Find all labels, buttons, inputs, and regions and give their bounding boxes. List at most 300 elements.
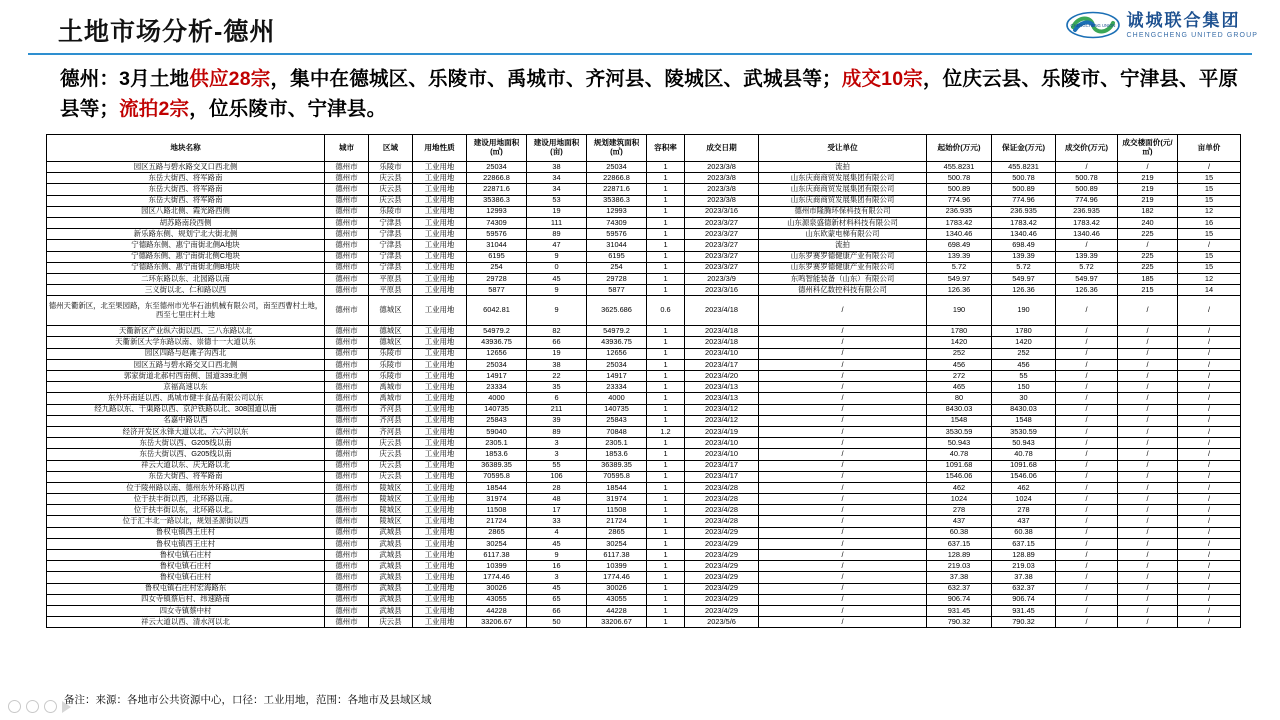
table-cell: 34 <box>527 184 587 195</box>
table-cell: 11508 <box>467 505 527 516</box>
table-cell: 70848 <box>587 426 647 437</box>
table-cell: 1 <box>647 505 685 516</box>
table-cell: 德州市 <box>325 516 369 527</box>
table-cell: 平原县 <box>369 273 413 284</box>
pager-dot-1[interactable] <box>8 700 21 713</box>
table-col-header-8: 成交日期 <box>685 135 759 162</box>
table-cell: 德州市 <box>325 229 369 240</box>
table-row <box>47 229 1241 240</box>
table-cell: 2023/4/29 <box>685 561 759 572</box>
table-row <box>47 326 1241 337</box>
table-cell: 38 <box>527 359 587 370</box>
table-cell: / <box>1118 471 1178 482</box>
table-cell: 50.943 <box>992 438 1056 449</box>
table-row <box>47 184 1241 195</box>
table-cell: 德州市 <box>325 460 369 471</box>
table-col-header-2: 区域 <box>369 135 413 162</box>
table-cell: 50.943 <box>927 438 992 449</box>
cell-parcel-name: 德州天衢新区，北至果园路，东至德州市光华石油机械有限公司，南至西曹村土地，西至七里庄村土地 <box>47 296 325 326</box>
table-col-header-7: 容积率 <box>647 135 685 162</box>
table-cell: 2023/4/29 <box>685 538 759 549</box>
table-cell: 2023/3/27 <box>685 240 759 251</box>
table-row <box>47 617 1241 628</box>
table-cell: 流拍 <box>759 162 927 173</box>
table-cell: 549.97 <box>927 273 992 284</box>
table-cell: 225 <box>1118 229 1178 240</box>
table-cell: 23334 <box>467 382 527 393</box>
table-cell: / <box>1118 460 1178 471</box>
table-cell: / <box>1178 482 1241 493</box>
table-cell: 35 <box>527 382 587 393</box>
table-cell: 50 <box>527 617 587 628</box>
table-cell: 武城县 <box>369 594 413 605</box>
table-cell: 190 <box>927 296 992 326</box>
table-cell: 德州市 <box>325 449 369 460</box>
table-cell: 2023/4/12 <box>685 404 759 415</box>
table-cell: 931.45 <box>927 605 992 616</box>
table-cell: 2305.1 <box>587 438 647 449</box>
table-cell: 219 <box>1118 173 1178 184</box>
table-cell: 35386.3 <box>587 195 647 206</box>
table-row <box>47 217 1241 228</box>
table-cell: 38 <box>527 162 587 173</box>
table-cell: 774.96 <box>1056 195 1118 206</box>
table-cell: 500.89 <box>927 184 992 195</box>
table-cell: 82 <box>527 326 587 337</box>
table-cell: 2023/4/18 <box>685 337 759 348</box>
table-cell: / <box>1118 404 1178 415</box>
table-row <box>47 516 1241 527</box>
table-cell: 698.49 <box>927 240 992 251</box>
table-cell: 455.8231 <box>927 162 992 173</box>
table-cell: 18544 <box>587 482 647 493</box>
table-cell: / <box>759 460 927 471</box>
table-cell: / <box>1178 162 1241 173</box>
table-cell: 70595.8 <box>467 471 527 482</box>
header-divider <box>28 53 1252 55</box>
table-row <box>47 494 1241 505</box>
cell-parcel-name: 四女寺镇蔡中村 <box>47 605 325 616</box>
table-cell: 山东欧蒙电梯有限公司 <box>759 229 927 240</box>
table-cell: / <box>759 449 927 460</box>
land-market-table <box>46 134 1241 628</box>
table-cell: 21724 <box>587 516 647 527</box>
table-cell: 1 <box>647 348 685 359</box>
table-cell: / <box>1118 605 1178 616</box>
pager-next-icon[interactable] <box>62 701 71 713</box>
table-cell: 29728 <box>467 273 527 284</box>
cell-parcel-name: 鲁权屯镇石庄村 <box>47 550 325 561</box>
table-cell: 陵城区 <box>369 505 413 516</box>
table-cell: / <box>1118 617 1178 628</box>
cell-parcel-name: 鲁权屯镇西王庄村 <box>47 538 325 549</box>
table-cell: 126.36 <box>992 285 1056 296</box>
logo-text <box>1127 12 1258 39</box>
table-cell: 1.2 <box>647 426 685 437</box>
table-cell: 德州市 <box>325 217 369 228</box>
cell-parcel-name: 东岳大街西、将军路南 <box>47 173 325 184</box>
table-cell: / <box>1056 583 1118 594</box>
table-cell: 德州市 <box>325 572 369 583</box>
table-cell: 2023/4/17 <box>685 359 759 370</box>
table-cell: 22871.6 <box>467 184 527 195</box>
table-cell: 工业用地 <box>413 572 467 583</box>
table-row <box>47 471 1241 482</box>
table-cell: 8430.03 <box>992 404 1056 415</box>
table-cell: 1 <box>647 494 685 505</box>
logo-name-en: CHENGCHENG UNITED GROUP <box>1126 31 1258 39</box>
table-cell: / <box>1118 516 1178 527</box>
table-cell: / <box>1178 240 1241 251</box>
table-cell: 工业用地 <box>413 583 467 594</box>
table-cell: 2023/4/13 <box>685 382 759 393</box>
table-cell: 1853.6 <box>587 449 647 460</box>
table-cell: 16 <box>1178 217 1241 228</box>
table-cell: 德州市 <box>325 605 369 616</box>
table-cell: 0.6 <box>647 296 685 326</box>
table-cell: 陵城区 <box>369 516 413 527</box>
table-cell: 219.03 <box>992 561 1056 572</box>
table-cell: 10399 <box>467 561 527 572</box>
table-cell: 906.74 <box>992 594 1056 605</box>
table-cell: 185 <box>1118 273 1178 284</box>
table-cell: 9 <box>527 285 587 296</box>
table-cell: 德州市 <box>325 240 369 251</box>
table-cell: 德州市 <box>325 206 369 217</box>
table-cell: 2023/4/28 <box>685 516 759 527</box>
table-cell: / <box>1056 438 1118 449</box>
table-cell: / <box>1118 438 1178 449</box>
table-cell: 宁津县 <box>369 262 413 273</box>
table-cell: 乐陵市 <box>369 206 413 217</box>
table-cell: 126.36 <box>927 285 992 296</box>
table-cell: 工业用地 <box>413 273 467 284</box>
table-cell: 22871.6 <box>587 184 647 195</box>
table-cell: 武城县 <box>369 561 413 572</box>
table-cell: 31974 <box>467 494 527 505</box>
table-cell: 15 <box>1178 251 1241 262</box>
table-cell: 219.03 <box>927 561 992 572</box>
table-cell: 1 <box>647 404 685 415</box>
table-cell: 工业用地 <box>413 550 467 561</box>
table-cell: 德州市 <box>325 195 369 206</box>
cell-parcel-name: 郭家街道北郝村西南侧、国道339北侧 <box>47 371 325 382</box>
table-col-header-0: 地块名称 <box>47 135 325 162</box>
table-cell: 2023/3/27 <box>685 217 759 228</box>
table-cell: / <box>1178 438 1241 449</box>
table-cell: / <box>1178 296 1241 326</box>
table-cell: / <box>1178 605 1241 616</box>
table-cell: / <box>759 516 927 527</box>
table-cell: 5877 <box>467 285 527 296</box>
table-col-header-14: 亩单价 <box>1178 135 1241 162</box>
cell-parcel-name: 天衢新区产业纵六街以西、三八东路以北 <box>47 326 325 337</box>
table-cell: 14917 <box>587 371 647 382</box>
table-cell: 2023/3/8 <box>685 162 759 173</box>
table-cell: 219 <box>1118 195 1178 206</box>
table-cell: 15 <box>1178 184 1241 195</box>
table-row <box>47 415 1241 426</box>
table-cell: 山东庆商商贸发展集团有限公司 <box>759 173 927 184</box>
table-row <box>47 348 1241 359</box>
table-cell: 德州市 <box>325 348 369 359</box>
table-cell: 14917 <box>467 371 527 382</box>
table-cell: / <box>1118 449 1178 460</box>
table-cell: 禹城市 <box>369 382 413 393</box>
table-cell: 236.935 <box>927 206 992 217</box>
table-cell: 宁津县 <box>369 240 413 251</box>
table-cell: 德州市 <box>325 426 369 437</box>
table-cell: 54979.2 <box>587 326 647 337</box>
table-col-header-1: 城市 <box>325 135 369 162</box>
table-cell: / <box>1056 617 1118 628</box>
table-cell: 254 <box>587 262 647 273</box>
table-cell: / <box>759 605 927 616</box>
table-cell: 215 <box>1118 285 1178 296</box>
table-cell: 1774.46 <box>587 572 647 583</box>
table-cell: 禹城市 <box>369 393 413 404</box>
table-cell: 25034 <box>467 359 527 370</box>
cell-parcel-name: 园区五路与碧水路交叉口西北侧 <box>47 162 325 173</box>
table-cell: 德州市 <box>325 482 369 493</box>
table-row <box>47 195 1241 206</box>
table-cell: / <box>1118 550 1178 561</box>
table-cell: 1546.06 <box>992 471 1056 482</box>
table-cell: 3 <box>527 449 587 460</box>
table-cell: 70595.8 <box>587 471 647 482</box>
table-cell: 2023/4/18 <box>685 326 759 337</box>
cell-parcel-name: 天衢新区大学东路以南、崇德十一大道以东 <box>47 337 325 348</box>
table-cell: 66 <box>527 337 587 348</box>
table-cell: 89 <box>527 426 587 437</box>
table-cell: 德州市隆腾环保科技有限公司 <box>759 206 927 217</box>
table-col-header-6: 规划建筑面积 (㎡) <box>587 135 647 162</box>
table-cell: 19 <box>527 348 587 359</box>
table-cell: 549.97 <box>1056 273 1118 284</box>
table-cell: 43055 <box>467 594 527 605</box>
table-cell: 455.8231 <box>992 162 1056 173</box>
table-cell: 1 <box>647 326 685 337</box>
table-cell: 德城区 <box>369 337 413 348</box>
table-cell: 0 <box>527 262 587 273</box>
table-cell: 500.89 <box>992 184 1056 195</box>
pager-dot-3[interactable] <box>44 700 57 713</box>
table-cell: 45 <box>527 273 587 284</box>
table-cell: 1783.42 <box>927 217 992 228</box>
table-cell: 工业用地 <box>413 561 467 572</box>
cell-parcel-name: 园区八路北侧、霞光路西侧 <box>47 206 325 217</box>
table-cell: 1 <box>647 415 685 426</box>
table-cell: 1 <box>647 572 685 583</box>
company-logo <box>1065 10 1258 40</box>
table-row <box>47 240 1241 251</box>
table-cell: 31044 <box>467 240 527 251</box>
table-row <box>47 505 1241 516</box>
table-cell: / <box>1056 572 1118 583</box>
table-cell: 工业用地 <box>413 371 467 382</box>
cell-parcel-name: 鲁权屯镇西王庄村 <box>47 527 325 538</box>
table-row <box>47 382 1241 393</box>
table-cell: 1 <box>647 359 685 370</box>
table-row <box>47 296 1241 326</box>
table-cell: / <box>759 426 927 437</box>
cell-parcel-name: 东岳大街以西、G205线以南 <box>47 438 325 449</box>
table-cell: 12 <box>1178 273 1241 284</box>
table-cell: 17 <box>527 505 587 516</box>
table-col-header-11: 保证金(万元) <box>992 135 1056 162</box>
slide-header <box>0 0 1280 56</box>
table-cell: 工业用地 <box>413 206 467 217</box>
table-cell: 工业用地 <box>413 538 467 549</box>
table-row <box>47 550 1241 561</box>
table-cell: 9 <box>527 296 587 326</box>
table-cell: 工业用地 <box>413 516 467 527</box>
cell-parcel-name: 祥云大道以西、清水河以北 <box>47 617 325 628</box>
table-cell: 1340.46 <box>927 229 992 240</box>
table-cell: 乐陵市 <box>369 371 413 382</box>
table-cell: 65 <box>527 594 587 605</box>
table-cell: / <box>1056 415 1118 426</box>
table-cell: 德州市 <box>325 162 369 173</box>
table-cell: 2023/4/17 <box>685 471 759 482</box>
table-col-header-12: 成交价(万元) <box>1056 135 1118 162</box>
table-cell: / <box>759 471 927 482</box>
table-row <box>47 273 1241 284</box>
cell-parcel-name: 宁德路东侧、惠宁南街北侧A地块 <box>47 240 325 251</box>
table-cell: 德州市 <box>325 371 369 382</box>
table-cell: 140735 <box>467 404 527 415</box>
table-cell: / <box>1178 516 1241 527</box>
summary-text-2: ，集中在德城区、乐陵市、禹城市、齐河县、陵城区、武城县等； <box>270 68 842 90</box>
table-cell: 111 <box>527 217 587 228</box>
cell-parcel-name: 新乐路东侧、规划宁北大街北侧 <box>47 229 325 240</box>
table-cell: 2023/4/19 <box>685 426 759 437</box>
table-cell: 126.36 <box>1056 285 1118 296</box>
table-cell: 宁津县 <box>369 251 413 262</box>
table-cell: / <box>1178 538 1241 549</box>
table-cell: 128.89 <box>992 550 1056 561</box>
table-cell: / <box>759 550 927 561</box>
table-col-header-5: 建设用地面积 (亩) <box>527 135 587 162</box>
table-cell: / <box>759 326 927 337</box>
table-cell: 272 <box>927 371 992 382</box>
table-cell: 1780 <box>927 326 992 337</box>
table-cell: 37.38 <box>927 572 992 583</box>
table-cell: / <box>1056 326 1118 337</box>
table-cell: 2023/4/13 <box>685 393 759 404</box>
logo-mark-icon <box>1065 10 1121 40</box>
table-cell: / <box>1118 240 1178 251</box>
table-cell: 工业用地 <box>413 505 467 516</box>
table-cell: 1340.46 <box>992 229 1056 240</box>
table-cell: / <box>1056 359 1118 370</box>
table-cell: 2023/4/10 <box>685 449 759 460</box>
table-cell: 齐河县 <box>369 415 413 426</box>
table-cell: 工业用地 <box>413 217 467 228</box>
table-col-header-4: 建设用地面积 (㎡) <box>467 135 527 162</box>
table-cell: 37.38 <box>992 572 1056 583</box>
table-cell: 139.39 <box>927 251 992 262</box>
cell-parcel-name: 祥云大道以东、庆无路以北 <box>47 460 325 471</box>
table-cell: 1 <box>647 471 685 482</box>
cell-parcel-name: 东外环南延以西、禹城市健丰食品有限公司以东 <box>47 393 325 404</box>
table-cell: 500.89 <box>1056 184 1118 195</box>
table-cell: / <box>759 393 927 404</box>
table-cell: / <box>759 505 927 516</box>
table-row <box>47 206 1241 217</box>
table-cell: 437 <box>927 516 992 527</box>
cell-parcel-name: 位于陵州路以南、德州东外环路以西 <box>47 482 325 493</box>
table-cell: / <box>759 348 927 359</box>
table-cell: 54979.2 <box>467 326 527 337</box>
table-cell: / <box>1056 516 1118 527</box>
table-row <box>47 337 1241 348</box>
table-cell: 德州市 <box>325 415 369 426</box>
table-row <box>47 404 1241 415</box>
table-cell: / <box>759 438 927 449</box>
table-col-header-3: 用地性质 <box>413 135 467 162</box>
table-cell: 15 <box>1178 195 1241 206</box>
table-cell: 637.15 <box>992 538 1056 549</box>
table-cell: 德州市 <box>325 527 369 538</box>
table-cell: 6117.38 <box>467 550 527 561</box>
table-cell: 德城区 <box>369 326 413 337</box>
table-cell: / <box>1118 415 1178 426</box>
cell-parcel-name: 名嘉中路以西 <box>47 415 325 426</box>
table-cell: 25034 <box>587 162 647 173</box>
table-cell: 德州市 <box>325 262 369 273</box>
table-cell: 16 <box>527 561 587 572</box>
table-cell: 工业用地 <box>413 471 467 482</box>
table-cell: / <box>1178 426 1241 437</box>
table-cell: / <box>1056 404 1118 415</box>
logo-name-cn: 诚城联合集团 <box>1126 10 1241 30</box>
summary-text-3: ，位庆云县、乐陵市、宁津县、平原县等； <box>60 68 1239 120</box>
table-cell: 278 <box>992 505 1056 516</box>
cell-parcel-name: 二环东路以东、北园路以南 <box>47 273 325 284</box>
table-row <box>47 605 1241 616</box>
table-cell: 80 <box>927 393 992 404</box>
table-col-header-13: 成交楼面价(元/ ㎡) <box>1118 135 1178 162</box>
table-cell: 工业用地 <box>413 460 467 471</box>
table-cell: 德州市 <box>325 438 369 449</box>
table-cell: 44228 <box>467 605 527 616</box>
table-cell: 武城县 <box>369 605 413 616</box>
table-cell: 1 <box>647 516 685 527</box>
table-cell: 2023/5/6 <box>685 617 759 628</box>
cell-parcel-name: 胡苏路南段西侧 <box>47 217 325 228</box>
cell-parcel-name: 位于扶丰街以西，北环路以南。 <box>47 494 325 505</box>
table-cell: / <box>1056 594 1118 605</box>
table-cell: 乐陵市 <box>369 359 413 370</box>
table-cell: / <box>1118 594 1178 605</box>
table-cell: 2023/3/8 <box>685 173 759 184</box>
table-cell: / <box>759 296 927 326</box>
table-cell: 12993 <box>467 206 527 217</box>
table-cell: 34 <box>527 173 587 184</box>
table-cell: 139.39 <box>1056 251 1118 262</box>
slide-pager <box>8 700 71 713</box>
table-cell: 德州市 <box>325 583 369 594</box>
table-cell: 500.78 <box>1056 173 1118 184</box>
table-cell: 1 <box>647 561 685 572</box>
table-cell: / <box>1178 393 1241 404</box>
table-cell: 1 <box>647 206 685 217</box>
pager-dot-2[interactable] <box>26 700 39 713</box>
table-cell: 2023/4/29 <box>685 572 759 583</box>
table-cell: 254 <box>467 262 527 273</box>
cell-parcel-name: 宁德路东侧、惠宁南街北侧C地块 <box>47 251 325 262</box>
